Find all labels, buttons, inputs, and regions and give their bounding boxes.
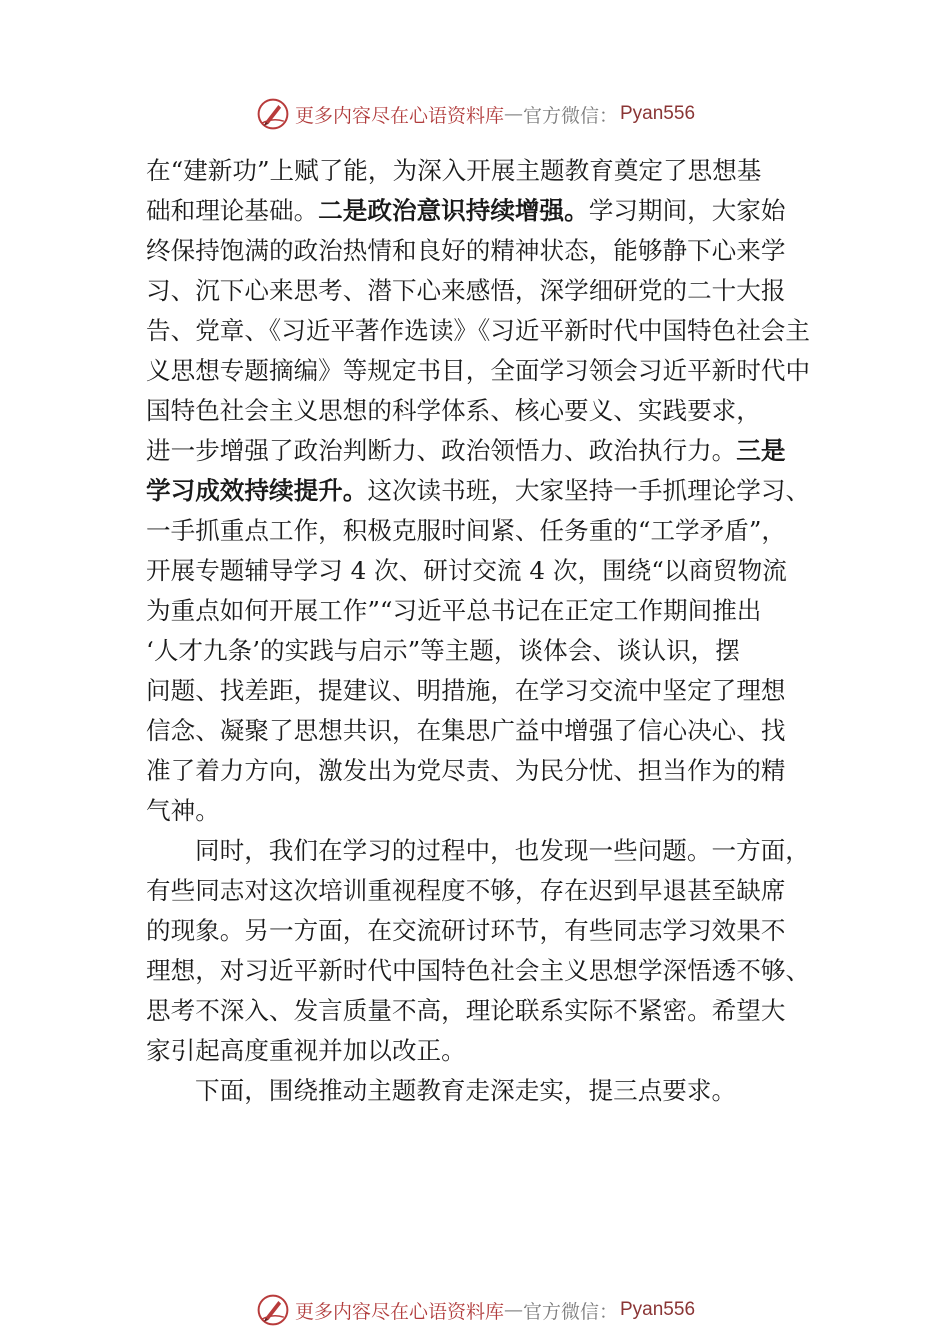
text-line <box>146 431 836 471</box>
text-line <box>146 1071 836 1111</box>
watermark-wechat-id: Pyan556 <box>620 103 696 124</box>
body-text: 信念、凝聚了思想共识，在集思广益中增强了信心决心、找 <box>146 716 786 745</box>
watermark-separator: — <box>503 1299 523 1321</box>
body-text: 理想，对习近平新时代中国特色社会主义思想学深悟透不够、 <box>146 956 811 985</box>
text-line <box>146 471 836 511</box>
body-text: 家引起高度重视并加以改正。 <box>146 1036 466 1065</box>
text-line <box>146 711 836 751</box>
body-text: 义思想专题摘编》等规定书目，全面学习领会习近平新时代中 <box>146 356 811 385</box>
text-line <box>146 911 836 951</box>
body-text: 准了着力方向，激发出为党尽责、为民分忧、担当作为的精 <box>146 756 786 785</box>
text-line <box>146 991 836 1031</box>
text-line <box>146 671 836 711</box>
watermark-wechat-id: Pyan556 <box>620 1299 696 1320</box>
body-text: 问题、找差距，提建议、明措施，在学习交流中坚定了理想 <box>146 676 786 705</box>
pen-logo-icon <box>255 1292 291 1328</box>
body-text: 有些同志对这次培训重视程度不够，存在迟到早退甚至缺席 <box>146 876 786 905</box>
text-line <box>146 191 836 231</box>
text-line <box>146 311 836 351</box>
body-text: 的现象。另一方面，在交流研讨环节，有些同志学习效果不 <box>146 916 786 945</box>
text-line <box>146 631 836 671</box>
body-text: 学习期间，大家始 <box>588 196 786 225</box>
watermark-separator: — <box>503 103 523 125</box>
watermark-text: 更多内容尽在心语资料库 <box>294 1300 504 1323</box>
pen-logo-icon <box>255 96 291 132</box>
body-text: 同时，我们在学习的过程中，也发现一些问题。一方面， <box>195 836 810 865</box>
text-line <box>146 831 836 871</box>
body-text: 为重点如何开展工作”“习近平总书记在正定工作期间推出 <box>146 596 762 625</box>
body-text: 习、沉下心来思考、潜下心来感悟，深学细研党的二十大报 <box>146 276 786 305</box>
body-text: 国特色社会主义思想的科学体系、核心要义、实践要求， <box>146 396 761 425</box>
body-text: 一手抓重点工作，积极克服时间紧、任务重的“工学矛盾”， <box>146 516 786 545</box>
watermark-text: 更多内容尽在心语资料库 <box>294 104 504 127</box>
body-text: 础和理论基础。 <box>146 196 319 225</box>
watermark-wechat-label: 官方微信： <box>522 1300 618 1323</box>
text-line <box>146 351 836 391</box>
footer-watermark <box>0 1290 950 1330</box>
text-line <box>146 591 836 631</box>
body-text: 这次读书班，大家坚持一手抓理论学习、 <box>367 476 811 505</box>
body-text: 告、党章、《习近平著作选读》《习近平新时代中国特色社会主 <box>146 316 811 345</box>
bold-heading-text: 二是政治意识持续增强。 <box>318 196 589 225</box>
body-text: 终保持饱满的政治热情和良好的精神状态，能够静下心来学 <box>146 236 786 265</box>
body-text: 进一步增强了政治判断力、政治领悟力、政治执行力。 <box>146 436 737 465</box>
text-line <box>146 871 836 911</box>
body-text: 在“建新功”上赋了能，为深入开展主题教育奠定了思想基 <box>146 156 762 185</box>
text-line <box>146 1031 836 1071</box>
body-text: 气神。 <box>146 796 220 825</box>
bold-heading-text: 三是 <box>736 436 786 465</box>
body-text: 下面，围绕推动主题教育走深走实，提三点要求。 <box>195 1076 737 1105</box>
text-line <box>146 751 836 791</box>
text-line <box>146 151 836 191</box>
body-text: 思考不深入、发言质量不高，理论联系实际不紧密。希望大 <box>146 996 786 1025</box>
text-line <box>146 951 836 991</box>
document-body <box>146 151 836 1111</box>
body-text: 开展专题辅导学习 4 次、研讨交流 4 次，围绕“以商贸物流 <box>146 556 787 585</box>
watermark-wechat-label: 官方微信： <box>522 104 618 127</box>
text-line <box>146 271 836 311</box>
text-line <box>146 511 836 551</box>
text-line <box>146 791 836 831</box>
text-line <box>146 231 836 271</box>
header-watermark <box>0 94 950 134</box>
bold-heading-text: 学习成效持续提升。 <box>146 476 368 505</box>
text-line <box>146 551 836 591</box>
body-text: ‘人才九条’的实践与启示”等主题，谈体会、谈认识，摆 <box>146 636 740 665</box>
text-line <box>146 391 836 431</box>
